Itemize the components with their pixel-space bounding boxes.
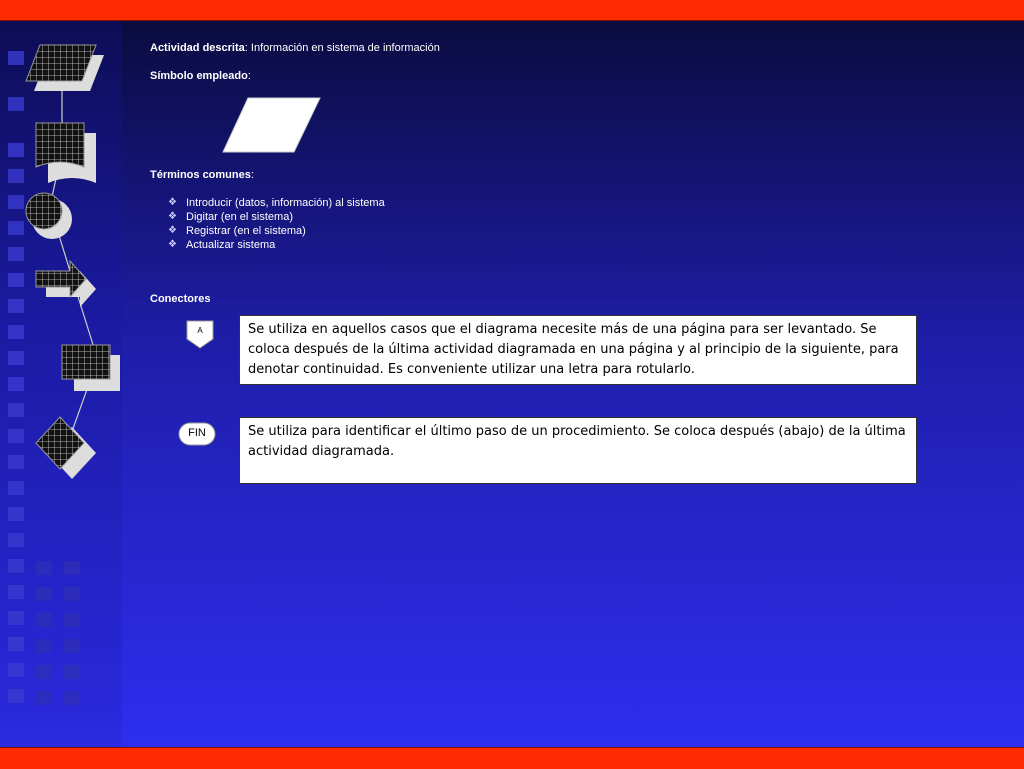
bullet-icon: ❖: [168, 239, 177, 250]
offpage-connector-symbol: [186, 320, 214, 350]
end-terminator-symbol: [178, 422, 216, 446]
list-item: [168, 224, 385, 238]
terms-line: Términos comunes:: [150, 169, 254, 181]
terms-label: Términos comunes: [150, 169, 251, 181]
list-item-label: Registrar (en el sistema): [186, 225, 306, 237]
list-item-label: Actualizar sistema: [186, 239, 276, 251]
parallelogram-data-symbol-icon: [222, 97, 322, 153]
connectors-title-label: Conectores: [150, 293, 211, 305]
activity-line: Actividad descrita: Información en sistema de información: [150, 42, 440, 54]
offpage-connector-description: Se utiliza en aquellos casos que el diagrama necesite más de una página para ser levantado. Se coloca después de la última actividad diagramada en una página y al principio de la siguiente, para denotar continuidad. Es conveniente utilizar una letra para rotularlo.: [239, 315, 917, 385]
list-item-label: Digitar (en el sistema): [186, 211, 293, 223]
top-accent-bar: [0, 0, 1024, 21]
connectors-title: [150, 292, 211, 306]
list-item-label: Introducir (datos, información) al sistema: [186, 197, 385, 209]
offpage-connector-icon: [186, 320, 214, 350]
symbol-line: Símbolo empleado:: [150, 70, 251, 82]
offpage-connector-letter: A: [197, 326, 203, 335]
flowchart-shapes-decoration-icon: [0, 21, 122, 747]
end-terminator-description: Se utiliza para identificar el último paso de un procedimiento. Se coloca después (abajo) de la última actividad diagramada.: [239, 417, 917, 484]
bullet-icon: ❖: [168, 197, 177, 208]
symbol-label: Símbolo empleado: [150, 70, 248, 82]
bullet-icon: ❖: [168, 211, 177, 222]
list-item: [168, 210, 385, 224]
terms-list: [168, 196, 385, 252]
left-decorative-panel: [0, 21, 122, 747]
bottom-accent-bar: [0, 747, 1024, 769]
activity-value: Información en sistema de información: [250, 42, 440, 54]
end-terminator-label: FIN: [188, 427, 206, 439]
activity-label: Actividad descrita: [150, 42, 245, 54]
list-item: [168, 238, 385, 252]
bullet-icon: ❖: [168, 225, 177, 236]
list-item: [168, 196, 385, 210]
